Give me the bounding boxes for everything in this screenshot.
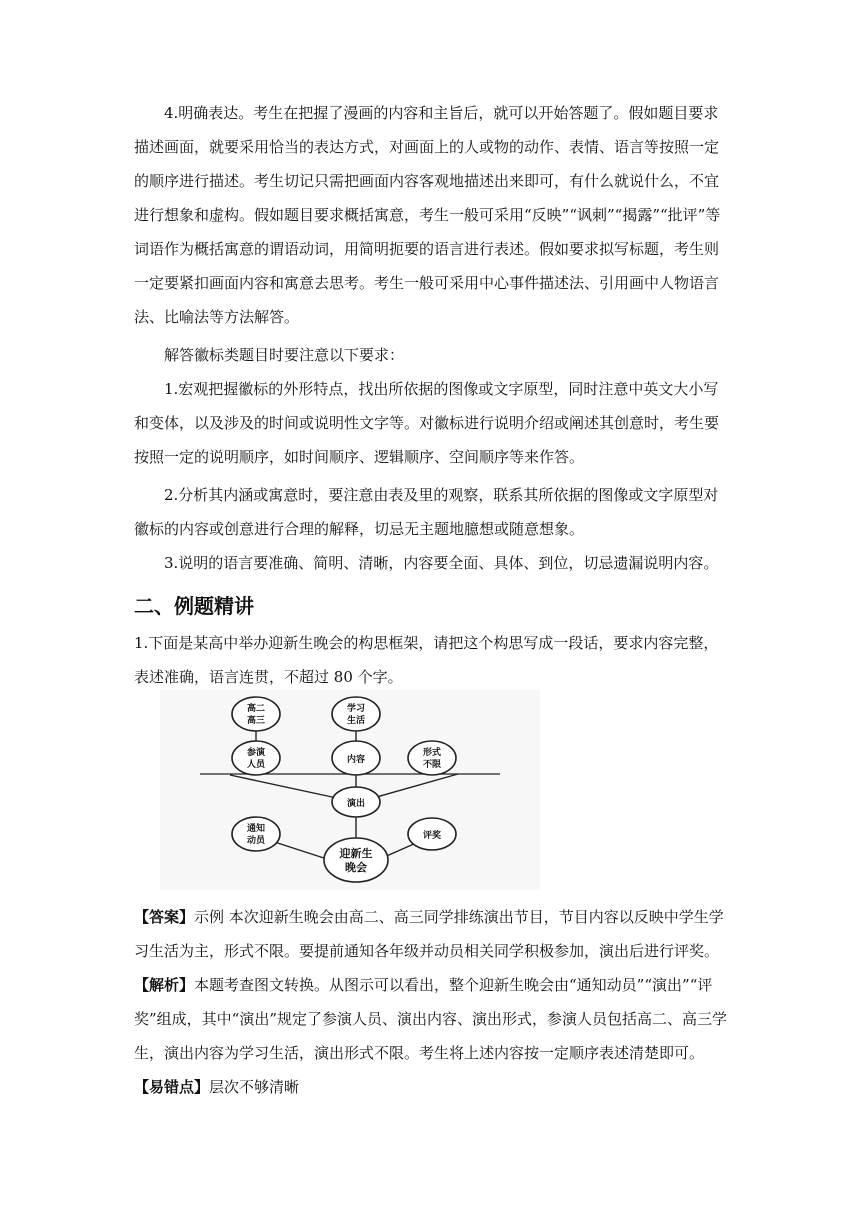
answer-block: [134, 900, 730, 968]
paragraph-logo-2: 2.分析其内涵或寓意时，要注意由表及里的观察，联系其所依据的图像或文字原型对徽标的内容或创意进行合理的解释，切忌无主题地臆想或随意想象。: [134, 486, 719, 538]
label-notify-2: 动员: [246, 836, 266, 846]
label-gala-1: 迎新生: [339, 847, 373, 860]
analysis-text: 本题考查图文转换。从图示可以看出，整个迎新生晚会由“通知动员”“演出”“评奖”组成，其中“演出”规定了参演人员、演出内容、演出形式，参演人员包括高二、高三学生，演出内容为学习生活，演出形式不限。考生将上述内容按一定顺序表述清楚即可。: [134, 976, 728, 1062]
label-award: 评奖: [422, 831, 442, 841]
diagram-svg: [160, 690, 540, 890]
paragraph-logo-intro: 解答徽标类题目时要注意以下要求：: [164, 346, 405, 364]
error-point-label: 【易错点】: [134, 1078, 210, 1096]
paragraph-expression: 4.明确表达。考生在把握了漫画的内容和主旨后，就可以开始答题了。假如题目要求描述画面，就要采用恰当的表达方式，对画面上的人或物的动作、表情、语言等按照一定的顺序进行描述。考生切记只需把画面内容客观地描述出来即可，有什么就说什么，不宜进行想象和虚构。假如题目要求概括寓意，考生一般可采用“反映”“讽刺”“揭露”“批评”等词语作为概括寓意的谓语动词，用简明扼要的语言进行表述。假如要求拟写标题，考生则一定要紧扣画面内容和寓意去思考。考生一般可采用中心事件描述法、引用画中人物语言法、比喻法等方法解答。: [134, 104, 721, 326]
label-study-1: 学习: [346, 704, 366, 714]
paragraph-logo-1: 1.宏观把握徽标的外形特点，找出所依据的图像或文字原型，同时注意中英文大小写和变体，以及涉及的时间或说明性文字等。对徽标进行说明介绍或阐述其创意时，考生要按照一定的说明顺序，如时间顺序、逻辑顺序、空间顺序等来作答。: [134, 380, 720, 466]
paragraph-logo-3: 3.说明的语言要准确、简明、清晰，内容要全面、具体、到位，切忌遗漏说明内容。: [164, 554, 719, 572]
label-actors-2: 人员: [246, 760, 266, 770]
label-actors-1: 参演: [246, 748, 266, 758]
label-form-1: 形式: [422, 748, 442, 758]
label-study-2: 生活: [346, 716, 366, 726]
analysis-block: [134, 968, 730, 1070]
label-form-2: 不限: [422, 760, 442, 770]
label-perform: 演出: [346, 799, 366, 809]
error-point-block: [134, 1070, 730, 1104]
label-gala-2: 晚会: [345, 861, 367, 874]
label-content: 内容: [346, 755, 366, 765]
section-heading: 二、例题精讲: [134, 594, 254, 618]
label-grade-2: 高三: [246, 716, 266, 726]
question-text: 1.下面是某高中举办迎新生晚会的构思框架，请把这个构思写成一段话，要求内容完整，表述准确，语言连贯，不超过 80 个字。: [134, 634, 719, 686]
concept-diagram: [160, 690, 540, 890]
error-point-text: 层次不够清晰: [209, 1078, 300, 1096]
answer-label: 【答案】: [134, 908, 195, 926]
answer-text: 示例 本次迎新生晚会由高二、高三同学排练演出节目，节目内容以反映中学生学习生活为主，形式不限。要提前通知各年级并动员相关同学积极参加，演出后进行评奖。: [134, 908, 724, 960]
label-grade-1: 高二: [246, 704, 266, 714]
label-notify-1: 通知: [246, 824, 266, 834]
node-gala: [324, 838, 388, 882]
analysis-label: 【解析】: [134, 976, 195, 994]
